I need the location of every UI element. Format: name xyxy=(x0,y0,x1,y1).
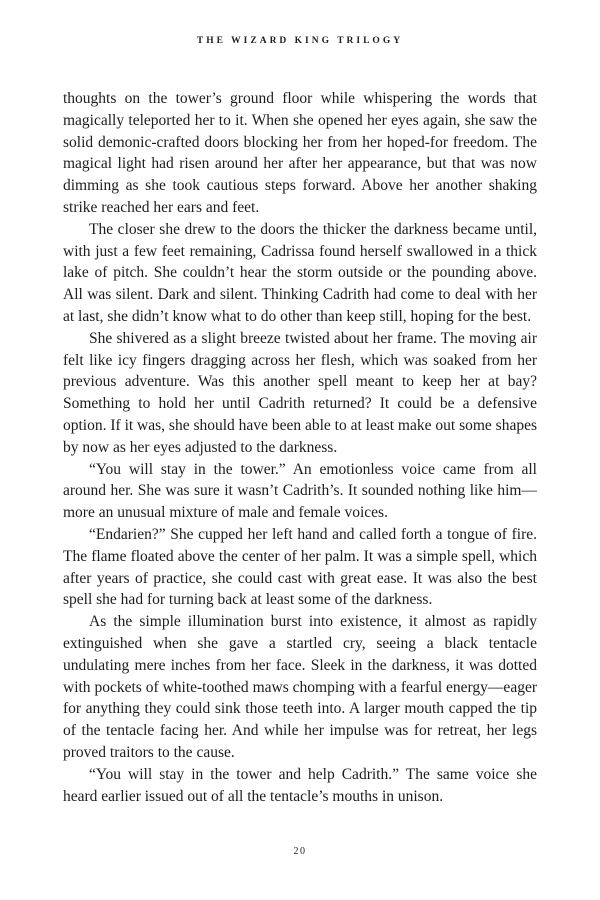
paragraph-7: “You will stay in the tower and help Cadrith.” The same voice she heard earlier issued out of all the tentacle’s mouths in unison. xyxy=(63,765,537,805)
paragraph-1: thoughts on the tower’s ground floor while whispering the words that magically teleported her to it. When she opened her eyes again, she saw the solid demonic-crafted doors blocking her from her hoped-for freedom. The magical light had risen around her after her appearance, but that was now dimming as she took cautious steps forward. Above her another shaking strike reached her ears and feet. xyxy=(63,90,537,216)
running-header: THE WIZARD KING TRILOGY xyxy=(196,36,404,46)
paragraph-2: The closer she drew to the doors the thicker the darkness became until, with just a few feet remaining, Cadrissa found herself swallowed in a thick lake of pitch. She couldn’t hear the storm outside or the pounding above. All was silent. Dark and silent. Thinking Cadrith had come to deal with her at last, she didn’t know what to do other than keep still, hoping for the best. xyxy=(63,220,537,325)
body-text xyxy=(63,88,537,807)
paragraph-4: “You will stay in the tower.” An emotionless voice came from all around her. She was sure it wasn’t Cadrith’s. It sounded nothing like him—more an unusual mixture of male and female voices. xyxy=(63,460,537,522)
page-number: 20 xyxy=(293,846,307,857)
paragraph-3: She shivered as a slight breeze twisted about her frame. The moving air felt like icy fingers dragging across her flesh, which was soaked from her previous adventure. Was this another spell meant to keep her at bay? Something to hold her until Cadrith returned? It could be a defensive option. If it was, she should have been able to at least make out some shapes by now as her eyes adjusted to the darkness. xyxy=(63,329,537,456)
paragraph-6: As the simple illumination burst into existence, it almost as rapidly extinguished when she gave a startled cry, seeing a black tentacle undulating mere inches from her face. Sleek in the darkness, it was dotted with pockets of white-toothed maws chomping with a fearful energy—eager for anything they could sink those teeth into. A larger mouth capped the tip of the tentacle facing her. And while her impulse was for retreat, her legs proved traitors to the cause. xyxy=(63,613,537,761)
paragraph-5: “Endarien?” She cupped her left hand and called forth a tongue of fire. The flame floated above the center of her palm. It was a simple spell, which after years of practice, she could cast with great ease. It was also the best spell she had for turning back at least some of the darkness. xyxy=(63,525,537,609)
